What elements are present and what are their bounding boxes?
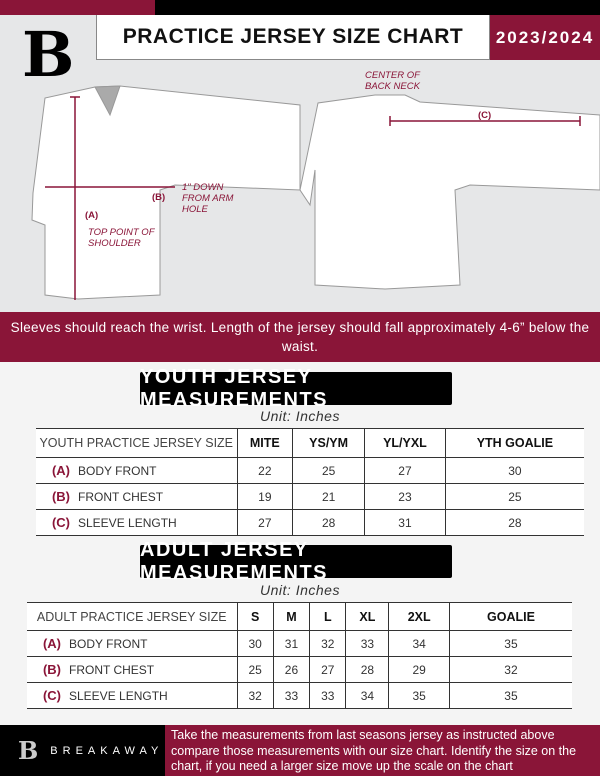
measure-name: BODY FRONT [69,637,148,651]
table-cell: 23 [365,484,446,510]
column-header: YL/YXL [365,429,446,458]
footer-logo: B [18,736,39,765]
measure-letter: (B) [51,489,70,504]
column-header: S [237,603,273,631]
youth-section-title: YOUTH JERSEY MEASUREMENTS [140,372,452,405]
table-row [36,510,584,536]
table-cell: 27 [365,458,446,484]
row-label [27,631,237,657]
row-label [36,458,237,484]
measure-name: SLEEVE LENGTH [69,689,168,703]
label-c: (C) [478,110,492,121]
table-cell: 33 [310,683,346,709]
top-point-label: TOP POINT OF SHOULDER [88,227,155,249]
youth-size-table [36,428,584,536]
logo: B [22,18,75,91]
table-cell: 35 [449,631,572,657]
arm-hole-label: 1" DOWN FROM ARM HOLE [182,182,234,215]
measure-letter: (C) [51,515,70,530]
measure-letter: (A) [42,636,61,651]
adult-unit: Unit: Inches [260,582,340,598]
table-cell: 30 [237,631,273,657]
table-cell: 25 [445,484,584,510]
measure-letter: (A) [51,463,70,478]
measure-letter: (C) [42,688,61,703]
measure-name: BODY FRONT [78,464,157,478]
measure-name: FRONT CHEST [69,663,155,677]
table-row [36,484,584,510]
season-badge: 2023/2024 [490,15,600,60]
row-label [27,683,237,709]
table-cell: 30 [445,458,584,484]
table-cell: 21 [293,484,365,510]
row-label [36,484,237,510]
row-label [36,510,237,536]
column-header: GOALIE [449,603,572,631]
table-cell: 35 [389,683,450,709]
measure-letter: (B) [42,662,61,677]
column-header: ADULT PRACTICE JERSEY SIZE [36,609,227,624]
center-back-neck-label: CENTER OF BACK NECK [365,70,420,92]
measure-name: FRONT CHEST [78,490,164,504]
column-header: 2XL [389,603,450,631]
table-cell: 32 [310,631,346,657]
table-row [27,631,572,657]
page-title: PRACTICE JERSEY SIZE CHART [96,15,490,60]
adult-size-table [27,602,572,709]
label-a: (A) [85,210,99,221]
table-cell: 28 [346,657,389,683]
table-cell: 34 [346,683,389,709]
table-cell: 35 [449,683,572,709]
table-cell: 32 [449,657,572,683]
table-cell: 29 [389,657,450,683]
adult-section-title: ADULT JERSEY MEASUREMENTS [140,545,452,578]
column-header: XL [346,603,389,631]
table-cell: 25 [293,458,365,484]
brand-name: BREAKAWAY [50,744,164,757]
table-cell: 27 [237,510,293,536]
column-header: YS/YM [293,429,365,458]
label-b: (B) [152,192,166,203]
measure-name: SLEEVE LENGTH [78,516,177,530]
table-row [27,683,572,709]
table-cell: 28 [445,510,584,536]
table-cell: 25 [237,657,273,683]
table-row [36,458,584,484]
fit-instructions: Sleeves should reach the wrist. Length of the jersey should fall approximately 4-6” below the waist. [0,312,600,362]
table-cell: 19 [237,484,293,510]
column-header: YTH GOALIE [445,429,584,458]
column-header: YOUTH PRACTICE JERSEY SIZE [39,436,234,450]
youth-unit: Unit: Inches [260,408,340,424]
table-cell: 27 [310,657,346,683]
column-header: L [310,603,346,631]
column-header: MITE [237,429,293,458]
table-cell: 32 [237,683,273,709]
table-cell: 31 [273,631,309,657]
table-cell: 26 [273,657,309,683]
column-header: M [273,603,309,631]
footer-instructions: Take the measurements from last seasons jersey as instructed above compare those measurements with our size chart. Identify the size on the chart, if you need a larger size move up the scale on the chart [165,725,600,776]
table-row [27,657,572,683]
table-cell: 33 [273,683,309,709]
table-cell: 28 [293,510,365,536]
footer-brand [0,725,165,776]
row-label [27,657,237,683]
table-cell: 34 [389,631,450,657]
table-cell: 31 [365,510,446,536]
top-black-bar [155,0,600,15]
top-accent-bar [0,0,155,15]
table-cell: 22 [237,458,293,484]
table-cell: 33 [346,631,389,657]
